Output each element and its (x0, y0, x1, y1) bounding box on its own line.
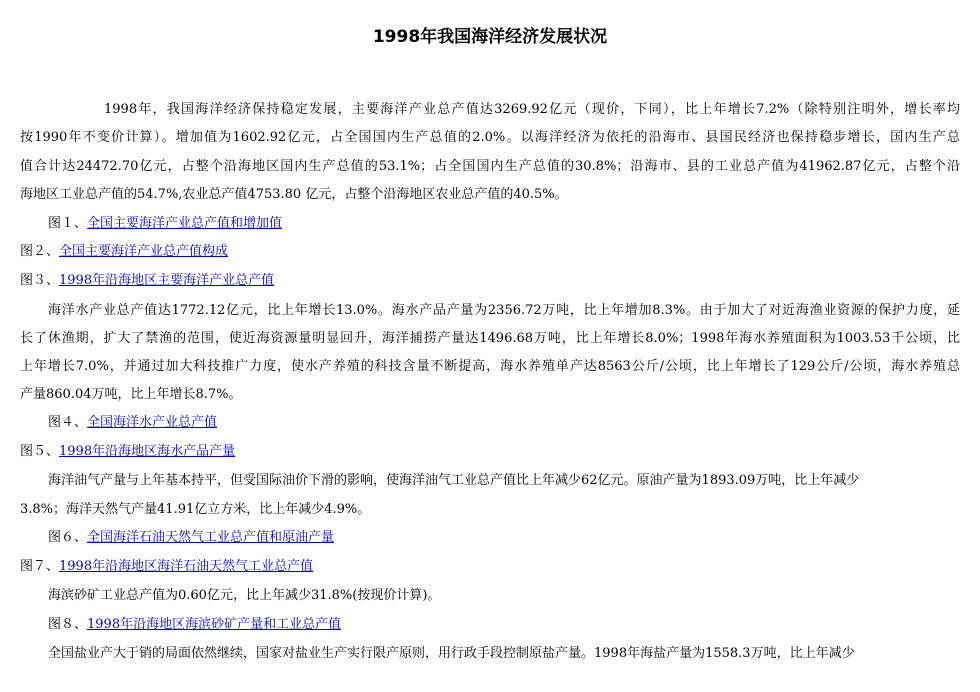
figure-3-link[interactable]: 1998年沿海地区主要海洋产业总产值 (59, 273, 275, 288)
paragraph-2-line-3: 上年增长7.0%，并通过加大科技推广力度，使水产养殖的科技含量不断提高，海水养殖单产达8563公斤/公顷，比上年增长了129公斤/公顷，海水养殖总 (20, 359, 960, 374)
figure-6-prefix: 图６、 (48, 530, 88, 545)
figure-1-prefix: 图１、 (48, 216, 88, 231)
figure-5-prefix: 图５、 (20, 444, 60, 459)
figure-1-link[interactable]: 全国主要海洋产业总产值和增加值 (87, 216, 283, 231)
figure-3-prefix: 图３、 (20, 273, 60, 288)
paragraph-1-line-1: 1998年，我国海洋经济保持稳定发展，主要海洋产业总产值达3269.92亿元（现价，下同），比上年增长7.2%（除特别注明外，增长率均 (104, 102, 960, 117)
figure-2-item (20, 238, 960, 266)
paragraph-1-line-2: 按1990年不变价计算）。增加值为1602.92亿元，占全国国内生产总值的2.0%。以海洋经济为依托的沿海市、县国民经济也保持稳步增长，国内生产总 (20, 130, 960, 145)
figure-7-link[interactable]: 1998年沿海地区海洋石油天然气工业总产值 (59, 559, 314, 574)
figure-2-prefix: 图２、 (20, 244, 60, 259)
figure-6-link[interactable]: 全国海洋石油天然气工业总产值和原油产量 (87, 530, 335, 545)
paragraph-5-line-1: 全国盐业产大于销的局面依然继续，国家对盐业生产实行限产原则，用行政手段控制原盐产量。1998年海盐产量为1558.3万吨，比上年减少 (48, 646, 855, 661)
paragraph-2-line-4: 产量860.04万吨，比上年增长8.7%。 (20, 387, 242, 402)
figure-3-item (20, 267, 960, 295)
figure-8-prefix: 图８、 (48, 617, 88, 632)
figure-5-item (20, 438, 960, 466)
paragraph-3-line-2: 3.8%；海洋天然气产量41.91亿立方米，比上年减少4.9%。 (20, 502, 371, 517)
paragraph-3-line-1: 海洋油气产量与上年基本持平，但受国际油价下滑的影响，使海洋油气工业总产值比上年减少62亿元。原油产量为1893.09万吨，比上年减少 (48, 473, 860, 488)
figure-1-item (20, 210, 960, 238)
paragraph-2-line-1: 海洋水产业总产值达1772.12亿元，比上年增长13.0%。海水产品产量为2356.72万吨，比上年增加8.3%。由于加大了对近海渔业资源的保护力度，延 (48, 303, 960, 318)
figure-7-item (20, 553, 960, 581)
figure-6-item (20, 524, 960, 552)
page-title: 1998年我国海洋经济发展状况 (372, 27, 608, 47)
figure-4-link[interactable]: 全国海洋水产业总产值 (87, 415, 218, 430)
paragraph-2-line-2: 长了休渔期，扩大了禁渔的范围，使近海资源量明显回升，海洋捕捞产量达1496.68万吨，比上年增长8.0%；1998年海水养殖面积为1003.53千公顷，比 (20, 331, 960, 346)
figure-8-link[interactable]: 1998年沿海地区海滨砂矿产量和工业总产值 (87, 617, 342, 632)
figure-4-prefix: 图４、 (48, 415, 88, 430)
figure-7-prefix: 图７、 (20, 559, 60, 574)
figure-4-item (20, 409, 960, 437)
figure-5-link[interactable]: 1998年沿海地区海水产品产量 (59, 444, 236, 459)
paragraph-1-line-3: 值合计达24472.70亿元，占整个沿海地区国内生产总值的53.1%；占全国国内生产总值的30.8%；沿海市、县的工业总产值为41962.87亿元，占整个沿 (20, 159, 960, 174)
figure-2-link[interactable]: 全国主要海洋产业总产值构成 (59, 244, 229, 259)
paragraph-1-line-4: 海地区工业总产值的54.7%,农业总产值4753.80 亿元，占整个沿海地区农业总产值的40.5%。 (20, 187, 568, 202)
paragraph-4: 海滨砂矿工业总产值为0.60亿元，比上年减少31.8%(按现价计算)。 (48, 588, 441, 603)
figure-8-item (20, 611, 960, 639)
